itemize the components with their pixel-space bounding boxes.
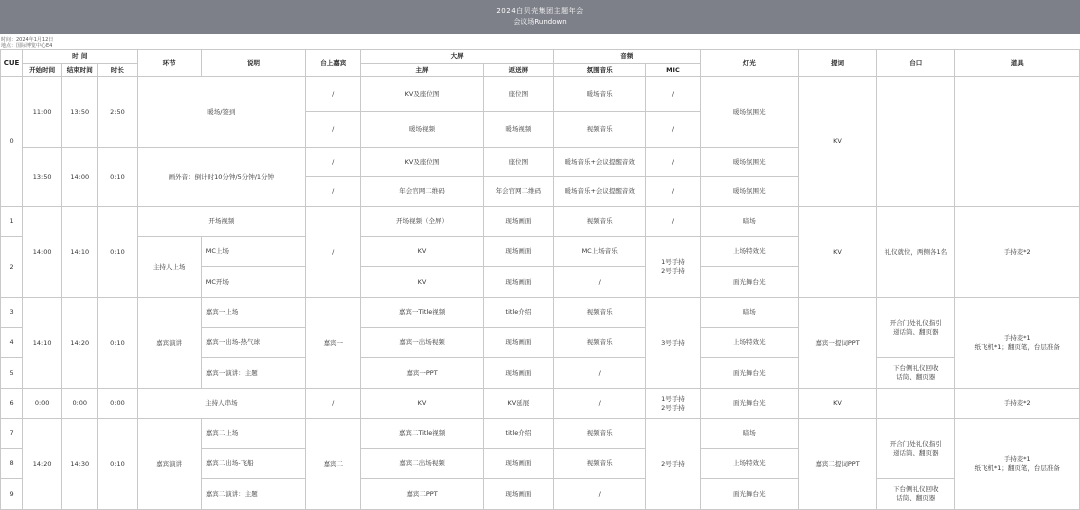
prompt-cell: 嘉宾二提词PPT bbox=[798, 419, 876, 510]
table-row bbox=[1, 207, 1080, 237]
main-screen-cell: KV及座位图 bbox=[361, 77, 483, 112]
guest-cell: / bbox=[306, 207, 361, 298]
main-screen-cell: KV bbox=[361, 267, 483, 298]
segment-cell: 嘉宾演讲 bbox=[137, 419, 201, 510]
table-row bbox=[1, 389, 1080, 419]
start-cell: 11:00 bbox=[23, 77, 62, 148]
col-cue: CUE bbox=[1, 50, 23, 77]
start-cell: 14:00 bbox=[23, 207, 62, 298]
guest-cell: / bbox=[306, 112, 361, 148]
stage-cell: 开合门处礼仪指引 递话筒、翻页器 bbox=[877, 419, 955, 479]
duration-cell: 0:10 bbox=[98, 207, 137, 298]
stage-cell bbox=[877, 389, 955, 419]
props-cell: 手持麦*1 纸飞机*1；翻页笔，台层准备 bbox=[955, 419, 1080, 510]
stage-cell: 下台侧礼仪回收 话筒、翻页器 bbox=[877, 479, 955, 510]
col-mic: MIC bbox=[646, 64, 700, 77]
meta-date: 时间：2024年1月12日 bbox=[1, 37, 54, 43]
rundown-table bbox=[0, 49, 1080, 510]
desc-cell: 嘉宾一演讲：主题 bbox=[201, 358, 305, 389]
event-title: 2024白贝壳集团主题年会 bbox=[496, 7, 584, 15]
music-cell: 视频音乐 bbox=[554, 207, 646, 237]
mic-cell: / bbox=[646, 112, 700, 148]
col-desc: 说明 bbox=[201, 50, 305, 77]
main-screen-cell: 嘉宾二PPT bbox=[361, 479, 483, 510]
main-screen-cell: KV及座位图 bbox=[361, 148, 483, 177]
prompt-cell: KV bbox=[798, 207, 876, 298]
title-banner bbox=[0, 0, 1080, 34]
cue-cell: 3 bbox=[1, 298, 23, 328]
guest-cell: / bbox=[306, 389, 361, 419]
return-screen-cell: 座位图 bbox=[483, 148, 553, 177]
col-time-group: 时 间 bbox=[23, 50, 137, 64]
music-cell: / bbox=[554, 267, 646, 298]
main-screen-cell: KV bbox=[361, 389, 483, 419]
duration-cell: 0:10 bbox=[98, 419, 137, 510]
end-cell: 0:00 bbox=[62, 389, 98, 419]
music-cell: 视频音乐 bbox=[554, 328, 646, 358]
music-cell: 暖场音乐 bbox=[554, 77, 646, 112]
duration-cell: 0:00 bbox=[98, 389, 137, 419]
main-screen-cell: 暖场视频 bbox=[361, 112, 483, 148]
end-cell: 14:20 bbox=[62, 298, 98, 389]
main-screen-cell: 嘉宾一PPT bbox=[361, 358, 483, 389]
return-screen-cell: 现场画面 bbox=[483, 479, 553, 510]
prompt-cell: KV bbox=[798, 389, 876, 419]
desc-cell: MC上场 bbox=[201, 237, 305, 267]
col-ambient-music: 氛围音乐 bbox=[554, 64, 646, 77]
return-screen-cell: 现场画面 bbox=[483, 449, 553, 479]
return-screen-cell: KV延展 bbox=[483, 389, 553, 419]
start-cell: 0:00 bbox=[23, 389, 62, 419]
return-screen-cell: 现场画面 bbox=[483, 207, 553, 237]
col-screen-group: 大屏 bbox=[361, 50, 554, 64]
return-screen-cell: 现场画面 bbox=[483, 328, 553, 358]
mic-cell: 2号手持 bbox=[646, 419, 700, 510]
light-cell: 面光舞台光 bbox=[700, 267, 798, 298]
light-cell: 暗场 bbox=[700, 419, 798, 449]
col-audio-group: 音频 bbox=[554, 50, 701, 64]
music-cell: 视频音乐 bbox=[554, 419, 646, 449]
main-screen-cell: 嘉宾一Title视频 bbox=[361, 298, 483, 328]
stage-cell: 开合门处礼仪指引 递话筒、翻页器 bbox=[877, 298, 955, 358]
col-props: 道具 bbox=[955, 50, 1080, 77]
return-screen-cell: 现场画面 bbox=[483, 237, 553, 267]
guest-cell: 嘉宾一 bbox=[306, 298, 361, 389]
desc-cell: 嘉宾二出场-飞船 bbox=[201, 449, 305, 479]
return-screen-cell: 年会官网二维码 bbox=[483, 177, 553, 207]
stage-cell: 礼仪就位，两侧各1名 bbox=[877, 207, 955, 298]
segment-cell: 开场视频 bbox=[137, 207, 306, 237]
mic-cell: / bbox=[646, 207, 700, 237]
start-cell: 14:10 bbox=[23, 298, 62, 389]
table-row bbox=[1, 77, 1080, 112]
return-screen-cell: title介绍 bbox=[483, 419, 553, 449]
cue-cell: 1 bbox=[1, 207, 23, 237]
col-lighting: 灯光 bbox=[700, 50, 798, 77]
music-cell: MC上场音乐 bbox=[554, 237, 646, 267]
segment-cell: 暖场/签到 bbox=[137, 77, 306, 148]
prompt-cell: 嘉宾一提词PPT bbox=[798, 298, 876, 389]
col-main-screen: 主屏 bbox=[361, 64, 483, 77]
start-cell: 14:20 bbox=[23, 419, 62, 510]
props-cell bbox=[955, 77, 1080, 207]
light-cell: 面光舞台光 bbox=[700, 389, 798, 419]
guest-cell: / bbox=[306, 177, 361, 207]
cue-cell: 6 bbox=[1, 389, 23, 419]
light-cell: 上场特效光 bbox=[700, 328, 798, 358]
return-screen-cell: title介绍 bbox=[483, 298, 553, 328]
cue-cell: 5 bbox=[1, 358, 23, 389]
segment-cell: 主持人上场 bbox=[137, 237, 201, 298]
col-prompt: 提词 bbox=[798, 50, 876, 77]
meta-place: 地点：国际博览中心E4 bbox=[1, 43, 53, 49]
music-cell: / bbox=[554, 358, 646, 389]
stage-cell: 下台侧礼仪回收 话筒、翻页器 bbox=[877, 358, 955, 389]
col-segment: 环节 bbox=[137, 50, 201, 77]
event-subtitle: 会议场Rundown bbox=[513, 18, 567, 26]
guest-cell: / bbox=[306, 77, 361, 112]
cue-cell: 8 bbox=[1, 449, 23, 479]
segment-cell: 嘉宾演讲 bbox=[137, 298, 201, 389]
return-screen-cell: 暖场视频 bbox=[483, 112, 553, 148]
duration-cell: 0:10 bbox=[98, 298, 137, 389]
music-cell: 视频音乐 bbox=[554, 449, 646, 479]
light-cell: 面光舞台光 bbox=[700, 479, 798, 510]
return-screen-cell: 现场画面 bbox=[483, 358, 553, 389]
desc-cell: 嘉宾一出场-热气球 bbox=[201, 328, 305, 358]
table-row bbox=[1, 298, 1080, 328]
light-cell: 上场特效光 bbox=[700, 449, 798, 479]
desc-cell: 嘉宾一上场 bbox=[201, 298, 305, 328]
mic-cell: / bbox=[646, 148, 700, 177]
main-screen-cell: 嘉宾二出场视频 bbox=[361, 449, 483, 479]
desc-cell: 嘉宾二上场 bbox=[201, 419, 305, 449]
duration-cell: 2:50 bbox=[98, 77, 137, 148]
props-cell: 手持麦*2 bbox=[955, 389, 1080, 419]
music-cell: 视频音乐 bbox=[554, 112, 646, 148]
mic-cell: 1号手持 2号手持 bbox=[646, 237, 700, 298]
cue-cell: 7 bbox=[1, 419, 23, 449]
prompt-cell: KV bbox=[798, 77, 876, 207]
light-cell: 暗场 bbox=[700, 207, 798, 237]
header-row-1 bbox=[1, 50, 1080, 64]
start-cell: 13:50 bbox=[23, 148, 62, 207]
light-cell: 暖场氛围光 bbox=[700, 177, 798, 207]
col-start: 开始时间 bbox=[23, 64, 62, 77]
col-duration: 时长 bbox=[98, 64, 137, 77]
end-cell: 13:50 bbox=[62, 77, 98, 148]
props-cell: 手持麦*1 纸飞机*1；翻页笔，台层准备 bbox=[955, 298, 1080, 389]
stage-cell bbox=[877, 77, 955, 207]
music-cell: 暖场音乐+会议提醒音效 bbox=[554, 148, 646, 177]
main-screen-cell: 年会官网二维码 bbox=[361, 177, 483, 207]
main-screen-cell: 嘉宾二Title视频 bbox=[361, 419, 483, 449]
mic-cell: 3号手持 bbox=[646, 298, 700, 389]
mic-cell: / bbox=[646, 77, 700, 112]
guest-cell: 嘉宾二 bbox=[306, 419, 361, 510]
desc-cell: 嘉宾二演讲：主题 bbox=[201, 479, 305, 510]
cue-cell: 2 bbox=[1, 237, 23, 298]
light-cell: 上场特效光 bbox=[700, 237, 798, 267]
col-stage-guest: 台上嘉宾 bbox=[306, 50, 361, 77]
light-cell: 暖场氛围光 bbox=[700, 148, 798, 177]
light-cell: 面光舞台光 bbox=[700, 358, 798, 389]
music-cell: 视频音乐 bbox=[554, 298, 646, 328]
music-cell: / bbox=[554, 389, 646, 419]
music-cell: 暖场音乐+会议提醒音效 bbox=[554, 177, 646, 207]
mic-cell: 1号手持 2号手持 bbox=[646, 389, 700, 419]
return-screen-cell: 座位图 bbox=[483, 77, 553, 112]
light-cell: 暖场氛围光 bbox=[700, 77, 798, 148]
end-cell: 14:30 bbox=[62, 419, 98, 510]
col-stage-mouth: 台口 bbox=[877, 50, 955, 77]
segment-cell: 画外音：倒计时10分钟/5分钟/1分钟 bbox=[137, 148, 306, 207]
props-cell: 手持麦*2 bbox=[955, 207, 1080, 298]
main-screen-cell: 嘉宾一出场视频 bbox=[361, 328, 483, 358]
main-screen-cell: 开场视频（全屏） bbox=[361, 207, 483, 237]
segment-cell: 主持人串场 bbox=[137, 389, 306, 419]
light-cell: 暗场 bbox=[700, 298, 798, 328]
cue-cell: 0 bbox=[1, 77, 23, 207]
duration-cell: 0:10 bbox=[98, 148, 137, 207]
end-cell: 14:00 bbox=[62, 148, 98, 207]
return-screen-cell: 现场画面 bbox=[483, 267, 553, 298]
col-end: 结束时间 bbox=[62, 64, 98, 77]
cue-cell: 9 bbox=[1, 479, 23, 510]
desc-cell: MC开场 bbox=[201, 267, 305, 298]
main-screen-cell: KV bbox=[361, 237, 483, 267]
end-cell: 14:10 bbox=[62, 207, 98, 298]
table-row bbox=[1, 419, 1080, 449]
guest-cell: / bbox=[306, 148, 361, 177]
music-cell: / bbox=[554, 479, 646, 510]
col-return-screen: 返送屏 bbox=[483, 64, 553, 77]
mic-cell: / bbox=[646, 177, 700, 207]
cue-cell: 4 bbox=[1, 328, 23, 358]
